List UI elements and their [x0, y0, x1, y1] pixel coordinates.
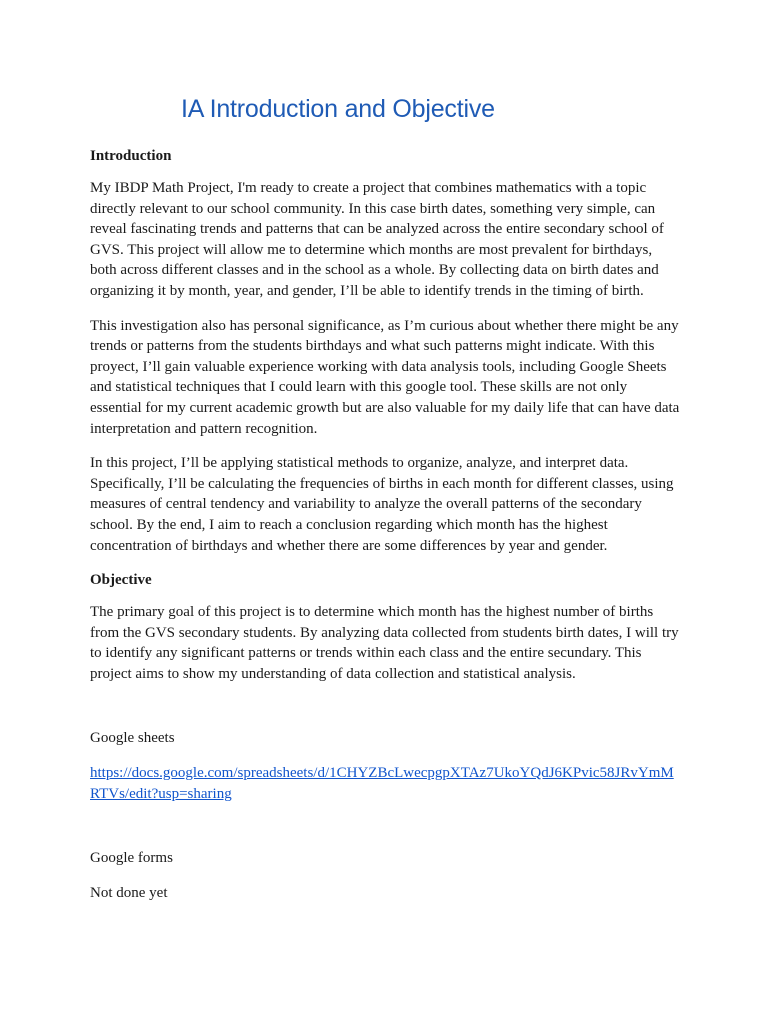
objective-paragraph: The primary goal of this project is to determine which month has the highest number of births from the GVS secondary students. By analyzing data collected from students birth dates, I will try to identify any significant patterns or trends within each class and the entire secundary. This project aims to show my understanding of data collection and statistical analysis. — [90, 604, 679, 682]
introduction-paragraph-2: This investigation also has personal significance, as I’m curious about whether there might be any trends or patterns from the students birthdays and what such patterns might indicate. With this proyect, I’ll gain valuable experience working with data analysis tools, including Google Sheets and statistical techniques that I could learn with this google tool. These skills are not only essential for my current academic growth but are also valuable for my daily life that can have data interpretation and pattern recognition. — [90, 317, 680, 437]
introduction-heading: Introduction — [90, 148, 172, 164]
document-body — [90, 146, 680, 917]
spacer — [90, 818, 680, 848]
introduction-paragraph-3: In this project, I’ll be applying statistical methods to organize, analyze, and interpret data. Specifically, I’ll be calculating the frequencies of births in each month for different classes, using measures of central tendency and variability to analyze the overall patterns of the secondary school. By the end, I aim to reach a conclusion regarding which month has the highest concentration of birthdays and whether there are some differences by year and gender. — [90, 455, 674, 554]
google-sheets-label: Google sheets — [90, 730, 175, 747]
google-forms-label: Google forms — [90, 850, 173, 867]
introduction-paragraph-1: My IBDP Math Project, I'm ready to create a project that combines mathematics with a topic directly relevant to our school community. In this case birth dates, something very simple, can reveal fascinating trends and patterns that can be analyzed across the entire secondary school of GVS. This project will allow me to determine which months are most prevalent for birthdays, both across different classes and in the school as a whole. By collecting data on birth dates and organizing it by month, year, and gender, I’ll be able to identify trends in the timing of birth. — [90, 180, 664, 299]
document-title: IA Introduction and Objective — [181, 95, 495, 123]
spacer — [90, 698, 680, 728]
objective-heading: Objective — [90, 572, 152, 589]
google-forms-status: Not done yet — [90, 884, 168, 901]
google-sheets-link-container — [90, 763, 680, 804]
google-sheets-link[interactable]: https://docs.google.com/spreadsheets/d/1CHYZBcLwecpgpXTAz7UkoYQdJ6KPvic58JRvYmMRTVs/edit?usp=sharing — [90, 765, 674, 802]
